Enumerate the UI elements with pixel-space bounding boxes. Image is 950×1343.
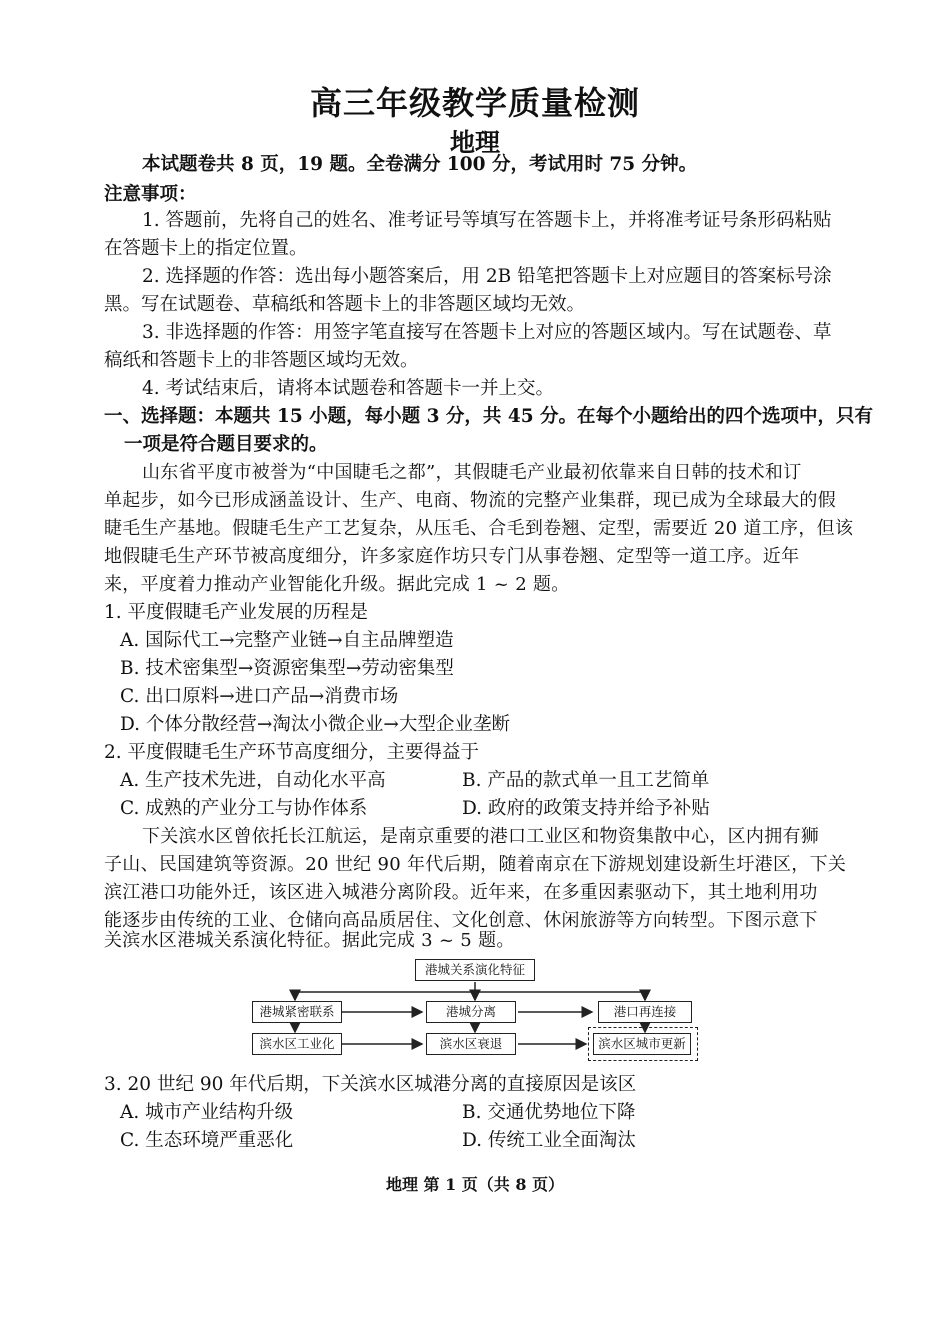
diagram-result-box: 滨水区衰退 [426,1033,516,1055]
option-c: C. 成熟的产业分工与协作体系 [120,798,368,819]
passage-line: 睫毛生产基地。假睫毛生产工艺复杂，从压毛、合毛到卷翘、定型，需要近 20 道工序，但该 [104,518,854,539]
diagram-root-box: 港城关系演化特征 [415,959,535,981]
passage-line: 山东省平度市被誉为“中国睫毛之都”，其假睫毛产业最初依靠来自日韩的技术和订 [142,462,802,483]
option-d: D. 传统工业全面淘汰 [462,1130,636,1151]
section-heading: 一、选择题：本题共 15 小题，每小题 3 分，共 45 分。在每个小题给出的四个选项中，只有 [104,406,874,427]
option-b: B. 技术密集型→资源密集型→劳动密集型 [120,658,454,679]
option-a: A. 国际代工→完整产业链→自主品牌塑造 [120,630,454,651]
exam-info: 本试题卷共 8 页，19 题。全卷满分 100 分，考试用时 75 分钟。 [142,154,698,175]
option-c: C. 出口原料→进口产品→消费市场 [120,686,399,707]
option-d: D. 政府的政策支持并给予补贴 [462,798,710,819]
notice-line: 4. 考试结束后，请将本试题卷和答题卡一并上交。 [142,378,555,399]
option-a: A. 城市产业结构升级 [120,1102,294,1123]
question-stem: 3. 20 世纪 90 年代后期，下关滨水区城港分离的直接原因是该区 [104,1074,637,1095]
page-title: 高三年级教学质量检测 [309,84,640,122]
passage-line: 能逐步由传统的工业、仓储向高品质居住、文化创意、休闲旅游等方向转型。下图示意下 [104,910,818,931]
passage-line: 关滨水区港城关系演化特征。据此完成 3 ~ 5 题。 [104,930,515,951]
notice-line: 3. 非选择题的作答：用签字笔直接写在答题卡上对应的答题区域内。写在试题卷、草 [142,322,832,343]
option-d: D. 个体分散经营→淘汰小微企业→大型企业垄断 [120,714,510,735]
question-stem: 2. 平度假睫毛生产环节高度细分，主要得益于 [104,742,480,763]
notice-line: 稿纸和答题卡上的非答题区域均无效。 [104,350,419,371]
passage-line: 下关滨水区曾依托长江航运，是南京重要的港口工业区和物资集散中心，区内拥有狮 [142,826,820,847]
diagram-stage-box: 港口再连接 [598,1001,692,1023]
question-stem: 1. 平度假睫毛产业发展的历程是 [104,602,369,623]
option-b: B. 交通优势地位下降 [462,1102,636,1123]
diagram-stage-box: 港城紧密联系 [252,1001,342,1023]
option-a: A. 生产技术先进，自动化水平高 [120,770,386,791]
notice-line: 在答题卡上的指定位置。 [104,238,308,259]
passage-line: 子山、民国建筑等资源。20 世纪 90 年代后期，随着南京在下游规划建设新生圩港区，下关 [104,854,847,875]
notice-heading: 注意事项： [104,184,197,205]
diagram-result-box: 滨水区城市更新 [593,1033,691,1055]
page-footer: 地理 第 1 页（共 8 页） [385,1175,565,1194]
passage-line: 单起步，如今已形成涵盖设计、生产、电商、物流的完整产业集群，现已成为全球最大的假 [104,490,836,511]
option-c: C. 生态环境严重恶化 [120,1130,294,1151]
subject-title: 地理 [449,128,500,157]
notice-line: 黑。写在试题卷、草稿纸和答题卡上的非答题区域均无效。 [104,294,586,315]
diagram-result-box: 滨水区工业化 [252,1033,342,1055]
passage-line: 来，平度着力推动产业智能化升级。据此完成 1 ~ 2 题。 [104,574,570,595]
notice-line: 1. 答题前，先将自己的姓名、准考证号等填写在答题卡上，并将准考证号条形码粘贴 [142,210,832,231]
option-b: B. 产品的款式单一且工艺简单 [462,770,710,791]
port-city-diagram [250,956,700,1064]
passage-line: 滨江港口功能外迁，该区进入城港分离阶段。近年来，在多重因素驱动下，其土地利用功 [104,882,818,903]
section-heading-cont: 一项是符合题目要求的。 [124,434,328,455]
diagram-stage-box: 港城分离 [426,1001,516,1023]
notice-line: 2. 选择题的作答：选出每小题答案后，用 2B 铅笔把答题卡上对应题目的答案标号涂 [142,266,832,287]
passage-line: 地假睫毛生产环节被高度细分，许多家庭作坊只专门从事卷翘、定型等一道工序。近年 [104,546,800,567]
